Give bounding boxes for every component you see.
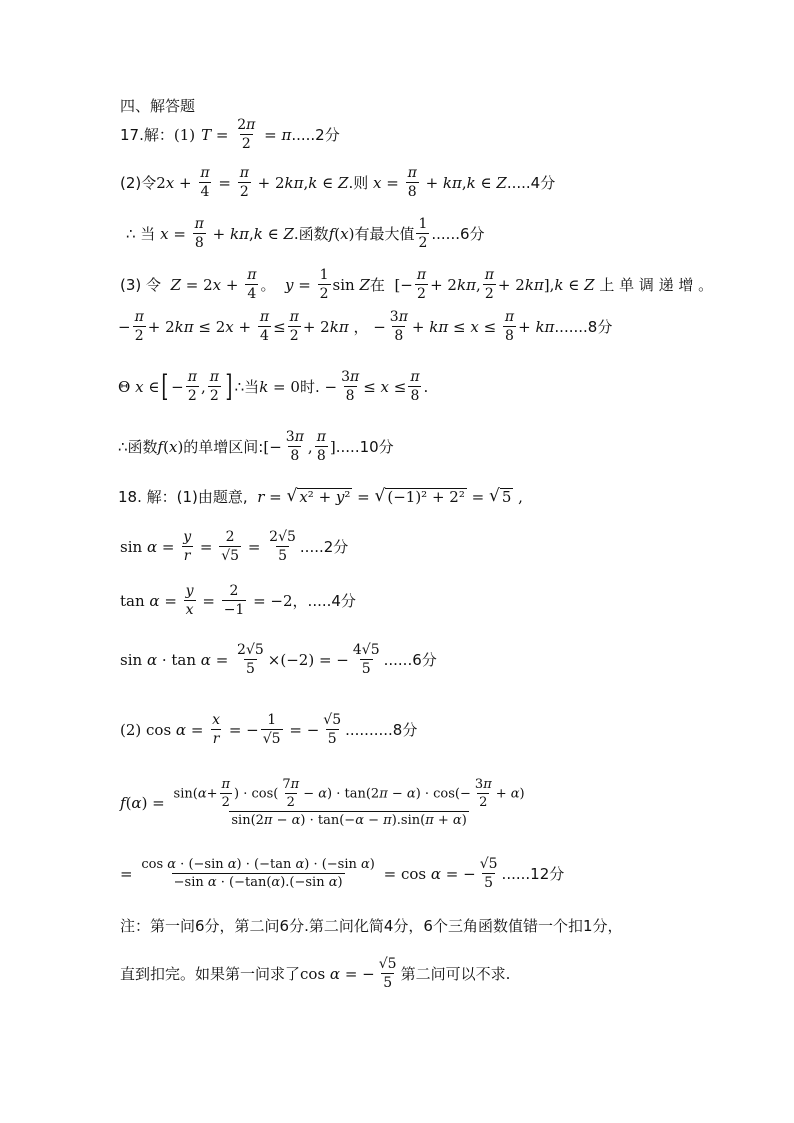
- q17-p2-tag: (2)令: [120, 173, 157, 192]
- q18-l3-score: ，.....4分: [292, 591, 356, 610]
- q17-line3: ∴ 当 x = $\frac{\pi}{8}$ + kπ , k ∈ Z . 函数 f ( x ) 有最大值 $\frac{1}{2}$ ......6分: [126, 216, 485, 251]
- q17-line4: (3) 令 Z = 2 x + $\frac{\pi}{4}$ 。 y = $\frac{1}{2}$ sin Z 在 [− $\frac{\pi}{2}$ + 2 kπ , $\frac{\pi}{2}$ + 2 kπ ], k ∈ Z 上 单 调 递 增 。: [120, 267, 714, 302]
- q18-line1: 18. 解：(1)由题意, r = √ x² + y² = √ (−1)² + 2² = √ 5 ,: [118, 486, 523, 506]
- q18-l2-score: .....2分: [299, 537, 349, 556]
- q17-p3b-score: .......8分: [554, 317, 613, 336]
- note-line2a: 直到扣完。如果第一问求了: [120, 964, 301, 983]
- q17-p3d-text2: 的单增区间:: [183, 437, 264, 456]
- q18-l5-score: ..........8分: [345, 720, 418, 739]
- q17-line2: (2)令 2 x + $\frac{\pi}{4}$ = $\frac{\pi}{2}$ + 2 kπ , k ∈ Z . 则 x = $\frac{\pi}{8}$ + kπ , k ∈ Z .....4分: [120, 165, 556, 200]
- q18-line2: sin α = $\frac{y}{r}$ = $\frac{2}{√5}$ = $\frac{2√5}{5}$ .....2分: [120, 529, 349, 564]
- q17-p3-text: 在: [369, 275, 385, 294]
- q17-line5: − $\frac{\pi}{2}$ + 2 kπ ≤ 2 x + $\frac{\pi}{4}$ ≤ $\frac{\pi}{2}$ + 2 kπ ， − $\frac{3\pi}{8}$ + kπ ≤ x ≤ $\frac{\pi}{8}$ + kπ .......8分: [118, 309, 613, 344]
- q18-line7: = $\frac{\text{cos α · (−sin α) · (−tan α) · (−sin α)}}{\text{−sin α · (−tan(α).(−sin α)}}$ = cos α = − $\frac{√5}{5}$ ......12分: [120, 856, 565, 891]
- q18-line5: (2) cos α = $\frac{x}{r}$ = − $\frac{1}{√5}$ = − $\frac{√5}{5}$ ..........8分: [120, 712, 418, 747]
- q17-label: 17.解：: [120, 125, 174, 144]
- note-line2: 直到扣完。如果第一问求了 cos α = − $\frac{√5}{5}$ 第二问可以不求.: [120, 956, 511, 991]
- q18-line6: f ( α ) = sin(α+ $\frac{\pi}{2}$ ) · cos( $\frac{7\pi}{2}$ − α) · tan(2π − α) · cos(− $\frac{3\pi}{2}$ + α) sin(2π − α) · tan(−α − π).sin(π + α): [120, 777, 525, 828]
- q17-p3c-prefix: Θ: [118, 377, 131, 396]
- note-line2b: 第二问可以不求.: [400, 964, 511, 983]
- q17-p2b-text2: 有最大值: [354, 224, 415, 243]
- q18-line4: sin α · tan α = $\frac{2√5}{5}$ ×(−2) = − $\frac{4√5}{5}$ ......6分: [120, 642, 437, 677]
- q17-p3d-score: .....10分: [335, 437, 394, 456]
- q17-p3-tag: (3) 令: [120, 275, 162, 294]
- q18-l7-score: ......12分: [501, 864, 565, 883]
- q17-line1: 17.解： (1) T = $\frac{2\pi}{2}$ = π .....2分: [120, 117, 340, 152]
- q17-line6: Θ x ∈ [ − $\frac{\pi}{2}$ , $\frac{\pi}{2}$ ] ∴当 k = 0 时. − $\frac{3\pi}{8}$ ≤ x ≤ $\frac{\pi}{8}$ .: [118, 369, 429, 404]
- q17-p3-text2: 上 单 调 递 增 。: [599, 275, 714, 294]
- q18-label: 18. 解：(1)由题意,: [118, 487, 248, 506]
- note-line1: 注：第一问6分，第二问6分.第二问化简4分，6个三角函数值错一个扣1分，: [120, 917, 623, 935]
- q17-p2b-prefix: ∴ 当: [126, 224, 156, 243]
- q17-p3c-text2: 时.: [299, 377, 320, 396]
- q17-p1-score: .....2分: [291, 125, 340, 144]
- q17-p2-mid: 则: [353, 173, 369, 192]
- q17-p1-tag: (1): [173, 125, 196, 144]
- q17-p2-score: .....4分: [506, 173, 556, 192]
- q18-l5-tag: (2): [120, 720, 142, 739]
- q17-p3c-text: ∴当: [234, 377, 260, 396]
- q17-p2b-score: ......6分: [431, 224, 485, 243]
- q18-line3: tan α = $\frac{y}{x}$ = $\frac{2}{-1}$ = −2 ，.....4分: [120, 583, 356, 618]
- section-title: 四、解答题: [120, 97, 196, 115]
- q17-p2b-text: 函数: [298, 224, 329, 243]
- q18-l4-score: ......6分: [383, 650, 437, 669]
- q17-p3d-text: ∴函数: [118, 437, 158, 456]
- q17-line7: ∴函数 f ( x ) 的单增区间: [− $\frac{3\pi}{8}$ , $\frac{\pi}{8}$ ] .....10分: [118, 429, 394, 464]
